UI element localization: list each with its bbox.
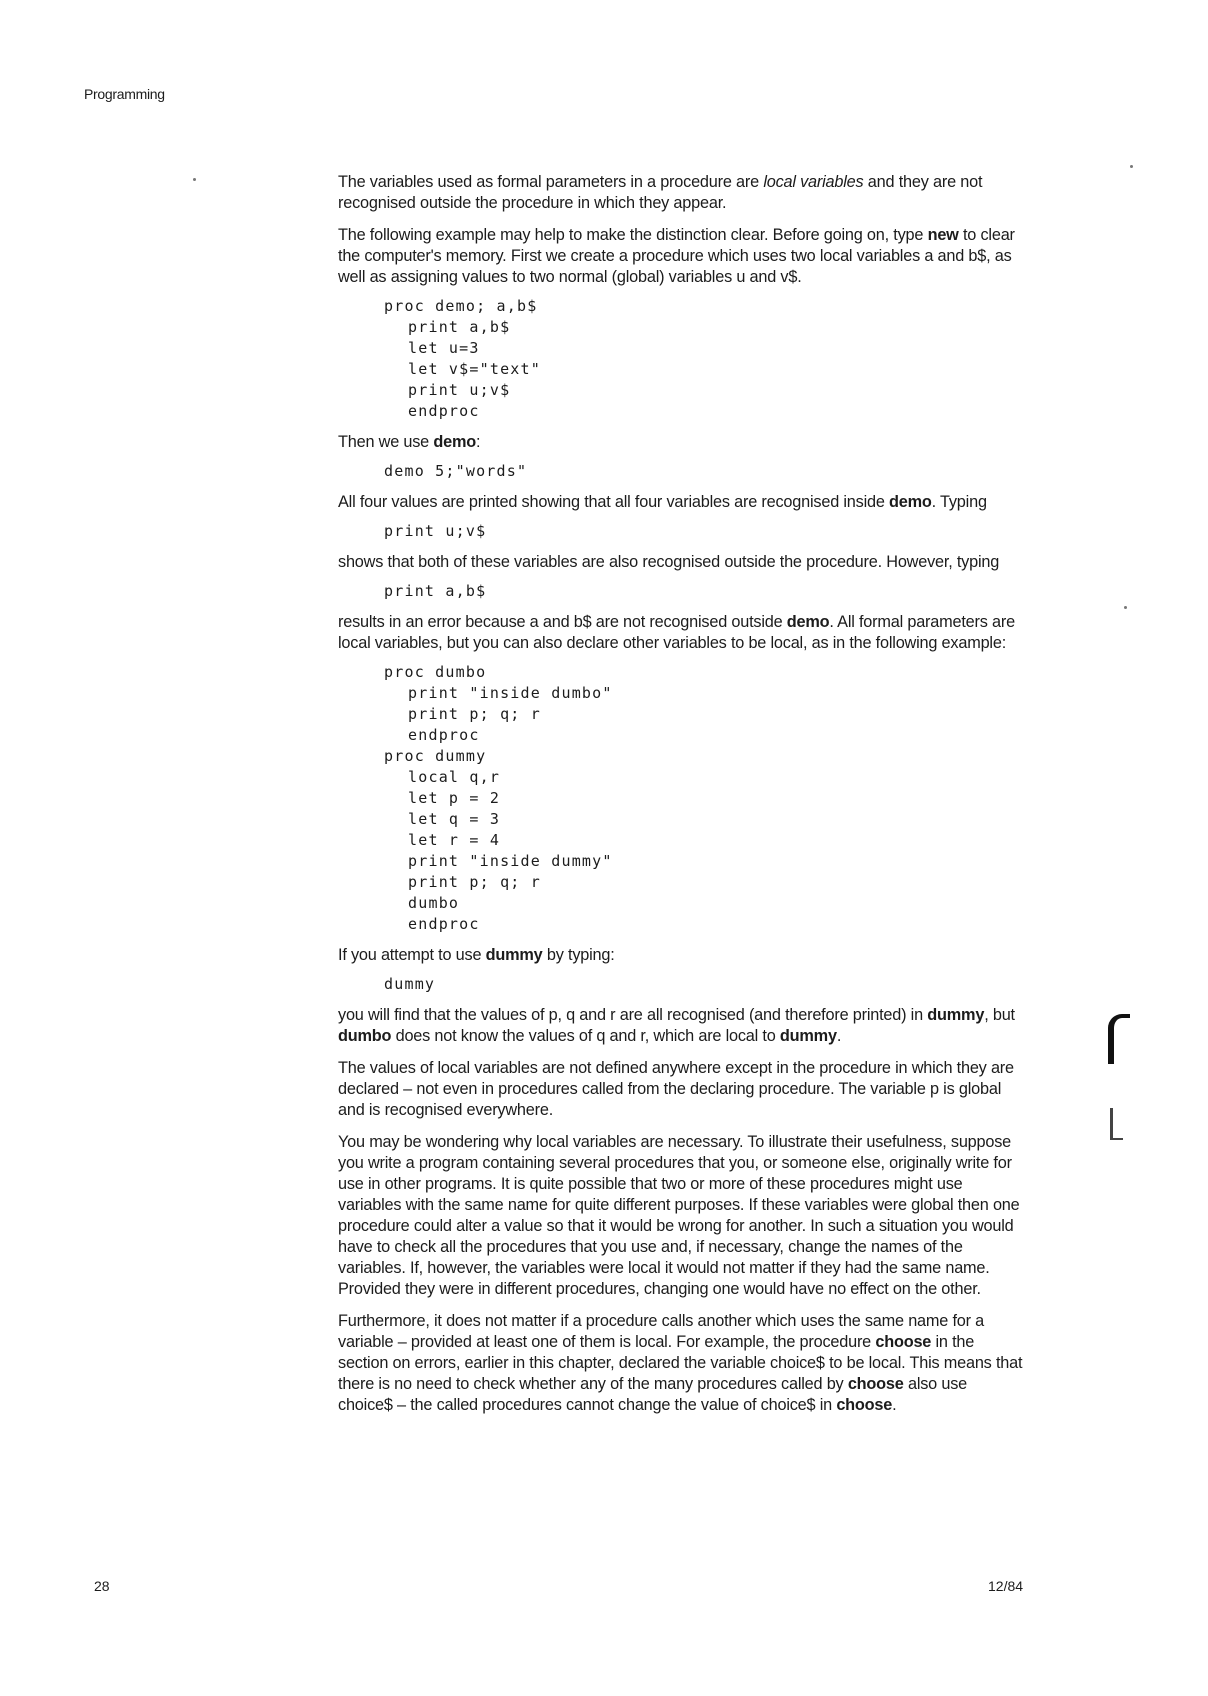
- page-number: 28: [94, 1578, 110, 1594]
- keyword-choose: choose: [847, 1375, 904, 1393]
- code-line: print u;v$: [408, 381, 511, 399]
- code-line: demo 5;"words": [384, 462, 528, 480]
- keyword-new: new: [927, 226, 959, 244]
- scan-ink-mark: [1110, 1108, 1123, 1140]
- keyword-demo: demo: [889, 493, 932, 511]
- page-body: [338, 172, 1026, 1427]
- date-code: 12/84: [988, 1578, 1024, 1594]
- code-line: print u;v$: [384, 522, 487, 540]
- paragraph-four-values: All four values are printed showing that all four variables are recognised inside demo. Typing: [338, 493, 987, 511]
- code-block-dummy-call: [384, 974, 1026, 995]
- keyword-dumbo: dumbo: [338, 1027, 392, 1045]
- scan-speck: [193, 178, 196, 181]
- code-line: print a,b$: [408, 318, 511, 336]
- keyword-dummy: dummy: [927, 1006, 985, 1024]
- paragraph-furthermore: Furthermore, it does not matter if a procedure calls another which uses the same name for a variable – provided at least one of them is local. For example, the procedure choose in the section on errors, earlier in this chapter, declared the variable choice$ to be local. This means that there is no need to check whether any of the many procedures called by choose also use choice$ – the called procedures cannot change the value of choice$ in choose.: [338, 1312, 1023, 1414]
- code-line: local q,r: [408, 768, 501, 786]
- code-line: let p = 2: [408, 789, 501, 807]
- code-line: proc dummy: [384, 747, 487, 765]
- code-line: proc dumbo: [384, 663, 487, 681]
- code-line: endproc: [408, 726, 480, 744]
- paragraph-example-intro: The following example may help to make the distinction clear. Before going on, type new to clear the computer's memory. First we create a procedure which uses two local variables a and b$, as well as assigning values to two normal (global) variables u and v$.: [338, 226, 1015, 286]
- code-line: print "inside dummy": [408, 852, 613, 870]
- paragraph-local-scope: The values of local variables are not defined anywhere except in the procedure in which they are declared – not even in procedures called from the declaring procedure. The variable p is global and is recognised everywhere.: [338, 1059, 1014, 1119]
- code-block-print-uv: [384, 521, 1026, 542]
- code-line: dummy: [384, 975, 436, 993]
- paragraph-values-recognised: you will find that the values of p, q and r are all recognised (and therefore printed) in dummy, but dumbo does not know the values of q and r, which are local to dummy.: [338, 1006, 1015, 1045]
- emphasis-local-variables: local variables: [763, 173, 864, 191]
- running-head: Programming: [84, 86, 165, 102]
- keyword-choose: choose: [875, 1333, 932, 1351]
- scan-speck: [1130, 165, 1133, 168]
- keyword-dummy: dummy: [485, 946, 543, 964]
- paragraph-local-variables: The variables used as formal parameters in a procedure are local variables and they are not recognised outside the procedure in which they appear.: [338, 173, 983, 212]
- code-block-dumbo-dummy: [384, 662, 1026, 935]
- code-line: print a,b$: [384, 582, 487, 600]
- code-block-print-ab: [384, 581, 1026, 602]
- paragraph-why-local: You may be wondering why local variables are necessary. To illustrate their usefulness, suppose you write a program containing several procedures that you, or someone else, originally write for use in other programs. It is quite possible that two or more of these procedures might use variables with the same name for quite different purposes. If these variables were global then one procedure could alter a value so that it would be wrong for another. In such a situation you would have to check all the procedures that you use and, if necessary, change the names of the variables. If, however, the variables were local it would not matter if they had the same name. Provided they were in different procedures, changing one would have no effect on the other.: [338, 1133, 1020, 1298]
- scan-ink-mark: [1108, 1014, 1130, 1064]
- code-line: let r = 4: [408, 831, 501, 849]
- paragraph-shows-both: shows that both of these variables are also recognised outside the procedure. However, typing: [338, 553, 1000, 571]
- code-line: print p; q; r: [408, 705, 541, 723]
- code-line: endproc: [408, 915, 480, 933]
- keyword-choose: choose: [836, 1396, 893, 1414]
- code-line: let q = 3: [408, 810, 501, 828]
- keyword-dummy: dummy: [779, 1027, 837, 1045]
- keyword-demo: demo: [786, 613, 830, 631]
- scan-speck: [1124, 606, 1127, 609]
- code-line: let u=3: [408, 339, 480, 357]
- code-line: print "inside dumbo": [408, 684, 613, 702]
- code-line: endproc: [408, 402, 480, 420]
- code-line: proc demo; a,b$: [384, 297, 538, 315]
- paragraph-use-demo: Then we use demo:: [338, 433, 481, 451]
- code-line: let v$="text": [408, 360, 541, 378]
- code-line: dumbo: [408, 894, 460, 912]
- code-block-demo-call: [384, 461, 1026, 482]
- paragraph-attempt-dummy: If you attempt to use dummy by typing:: [338, 946, 615, 964]
- code-block-demo-proc: [384, 296, 1026, 422]
- code-line: print p; q; r: [408, 873, 541, 891]
- keyword-demo: demo: [433, 433, 476, 451]
- paragraph-error-explanation: results in an error because a and b$ are not recognised outside demo. All formal parameters are local variables, but you can also declare other variables to be local, as in the following example:: [338, 613, 1015, 652]
